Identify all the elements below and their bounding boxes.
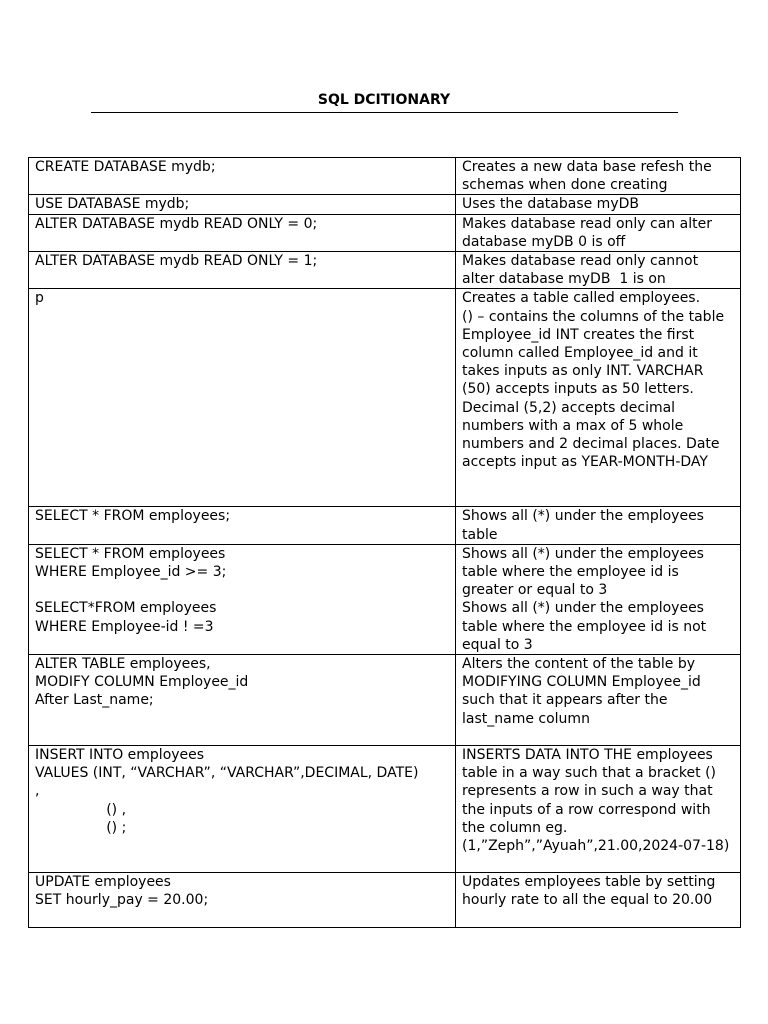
- description-cell: Creates a table called employees. () – contains the columns of the table Employee_id INT creates the first column called Employee_id and it takes inputs as only INT. VARCHAR (50) accepts inputs as 50 letters. Decimal (5,2) accepts decimal numbers with a max of 5 whole numbers and 2 decimal places. Date accepts input as YEAR-MONTH-DAY: [456, 289, 741, 507]
- command-cell: ALTER DATABASE mydb READ ONLY = 1;: [29, 252, 456, 289]
- description-cell: Alters the content of the table by MODIFYING COLUMN Employee_id such that it appears after the last_name column: [456, 655, 741, 746]
- command-cell: CREATE DATABASE mydb;: [29, 158, 456, 195]
- table-row: [29, 746, 741, 873]
- table-row: [29, 195, 741, 214]
- sql-dictionary-table: [28, 157, 741, 928]
- command-cell: ALTER TABLE employees, MODIFY COLUMN Employee_id After Last_name;: [29, 655, 456, 746]
- description-cell: Shows all (*) under the employees table where the employee id is greater or equal to 3 Shows all (*) under the employees table where the employee id is not equal to 3: [456, 544, 741, 654]
- command-cell: SELECT * FROM employees WHERE Employee_id >= 3; SELECT*FROM employees WHERE Employee-id ! =3: [29, 544, 456, 654]
- title-underline: [91, 112, 678, 113]
- description-cell: Updates employees table by setting hourly rate to all the equal to 20.00: [456, 873, 741, 928]
- table-row: [29, 214, 741, 251]
- command-cell: USE DATABASE mydb;: [29, 195, 456, 214]
- table-row: [29, 507, 741, 544]
- table-row: [29, 289, 741, 507]
- description-cell: Shows all (*) under the employees table: [456, 507, 741, 544]
- command-cell: INSERT INTO employees VALUES (INT, “VARCHAR”, “VARCHAR”,DECIMAL, DATE) , () , () ;: [29, 746, 456, 873]
- description-cell: INSERTS DATA INTO THE employees table in a way such that a bracket () represents a row in such a way that the inputs of a row correspond with the column eg. (1,”Zeph”,”Ayuah”,21.00,2024-07-18): [456, 746, 741, 873]
- description-cell: Makes database read only can alter database myDB 0 is off: [456, 214, 741, 251]
- table-row: [29, 158, 741, 195]
- command-cell: p: [29, 289, 456, 507]
- page-title: SQL DCITIONARY: [317, 92, 451, 108]
- table-row: [29, 544, 741, 654]
- table-row: [29, 655, 741, 746]
- command-cell: ALTER DATABASE mydb READ ONLY = 0;: [29, 214, 456, 251]
- command-cell: SELECT * FROM employees;: [29, 507, 456, 544]
- command-cell: UPDATE employees SET hourly_pay = 20.00;: [29, 873, 456, 928]
- description-cell: Uses the database myDB: [456, 195, 741, 214]
- table-row: [29, 873, 741, 928]
- description-cell: Makes database read only cannot alter database myDB 1 is on: [456, 252, 741, 289]
- table-row: [29, 252, 741, 289]
- description-cell: Creates a new data base refesh the schemas when done creating: [456, 158, 741, 195]
